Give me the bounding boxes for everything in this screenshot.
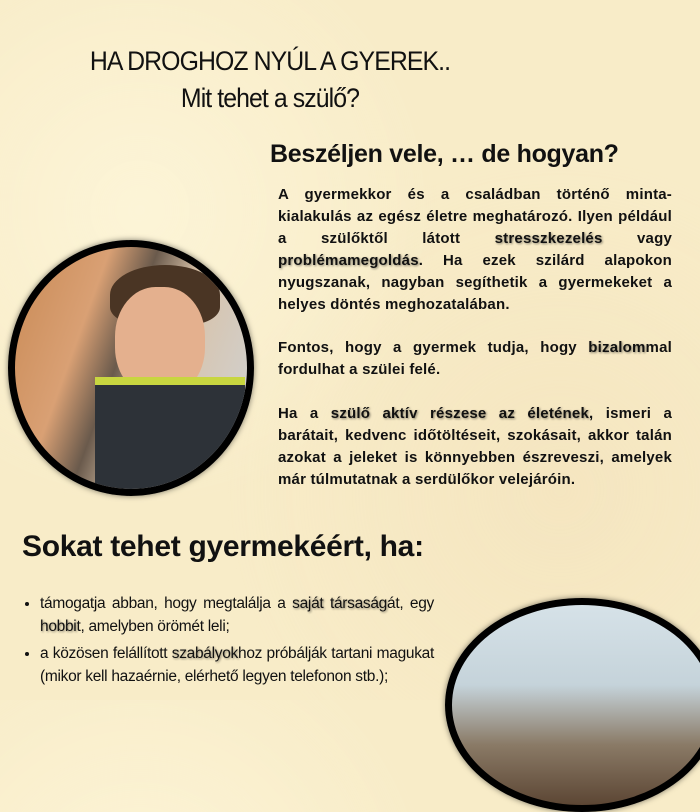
- family-photo: [445, 598, 700, 812]
- highlight: bizalom: [588, 339, 646, 356]
- list-item: [40, 642, 434, 688]
- help-list: [22, 592, 434, 692]
- text: A gyermekkor és a családban történő minta-kialakulás az egész életre meghatározó. Ilyen például a szülőktől látott: [278, 186, 672, 247]
- highlight: saját társaság: [292, 595, 388, 612]
- text: a közösen felállított: [40, 645, 172, 662]
- text: , ismeri a barátait, kedvenc időtöltéseit, szokásait, akkor talán azokat a jeleket is könnyebben észreveszi, amelyek már túlmutatnak a serdülőkor velejáróin.: [278, 405, 672, 488]
- section-heading-help: Sokat tehet gyermekéért, ha:: [22, 530, 424, 563]
- text: hoz próbálják tartani magukat (mikor kell hazaérnie, elérhető legyen telefonon stb.);: [40, 645, 434, 685]
- text: Ha a: [278, 405, 331, 422]
- list-item: [40, 592, 434, 638]
- highlight: stresszkezelés: [494, 230, 603, 247]
- title-line-1: HA DROGHOZ NYÚL A GYEREK..: [89, 46, 451, 76]
- text: mal fordulhat a szülei felé.: [278, 339, 672, 378]
- paragraph-trust: [278, 337, 672, 381]
- highlight: problémamegoldás: [278, 252, 419, 269]
- text: támogatja abban, hogy megtalálja a: [40, 595, 293, 612]
- title-line-2: Mit tehet a szülő?: [180, 83, 360, 113]
- text: Fontos, hogy a gyermek tudja, hogy: [278, 339, 589, 356]
- text: vagy: [602, 230, 672, 247]
- paragraph-involvement: [278, 403, 672, 491]
- text: t, amelyben örömét leli;: [76, 618, 230, 635]
- highlight: hobbi: [40, 618, 77, 635]
- text: át, egy: [387, 595, 434, 612]
- section-heading-talk: Beszéljen vele, … de hogyan?: [270, 140, 619, 168]
- boy-photo: [8, 240, 254, 496]
- highlight: szabályok: [171, 645, 238, 662]
- paragraph-role-model: [278, 184, 672, 316]
- highlight: szülő aktív részese az életének: [330, 405, 590, 422]
- text: . Ha ezek szilárd alapokon nyugszanak, nagyban segíthetik a gyermekeket a helyes döntés meghozatalában.: [278, 252, 672, 313]
